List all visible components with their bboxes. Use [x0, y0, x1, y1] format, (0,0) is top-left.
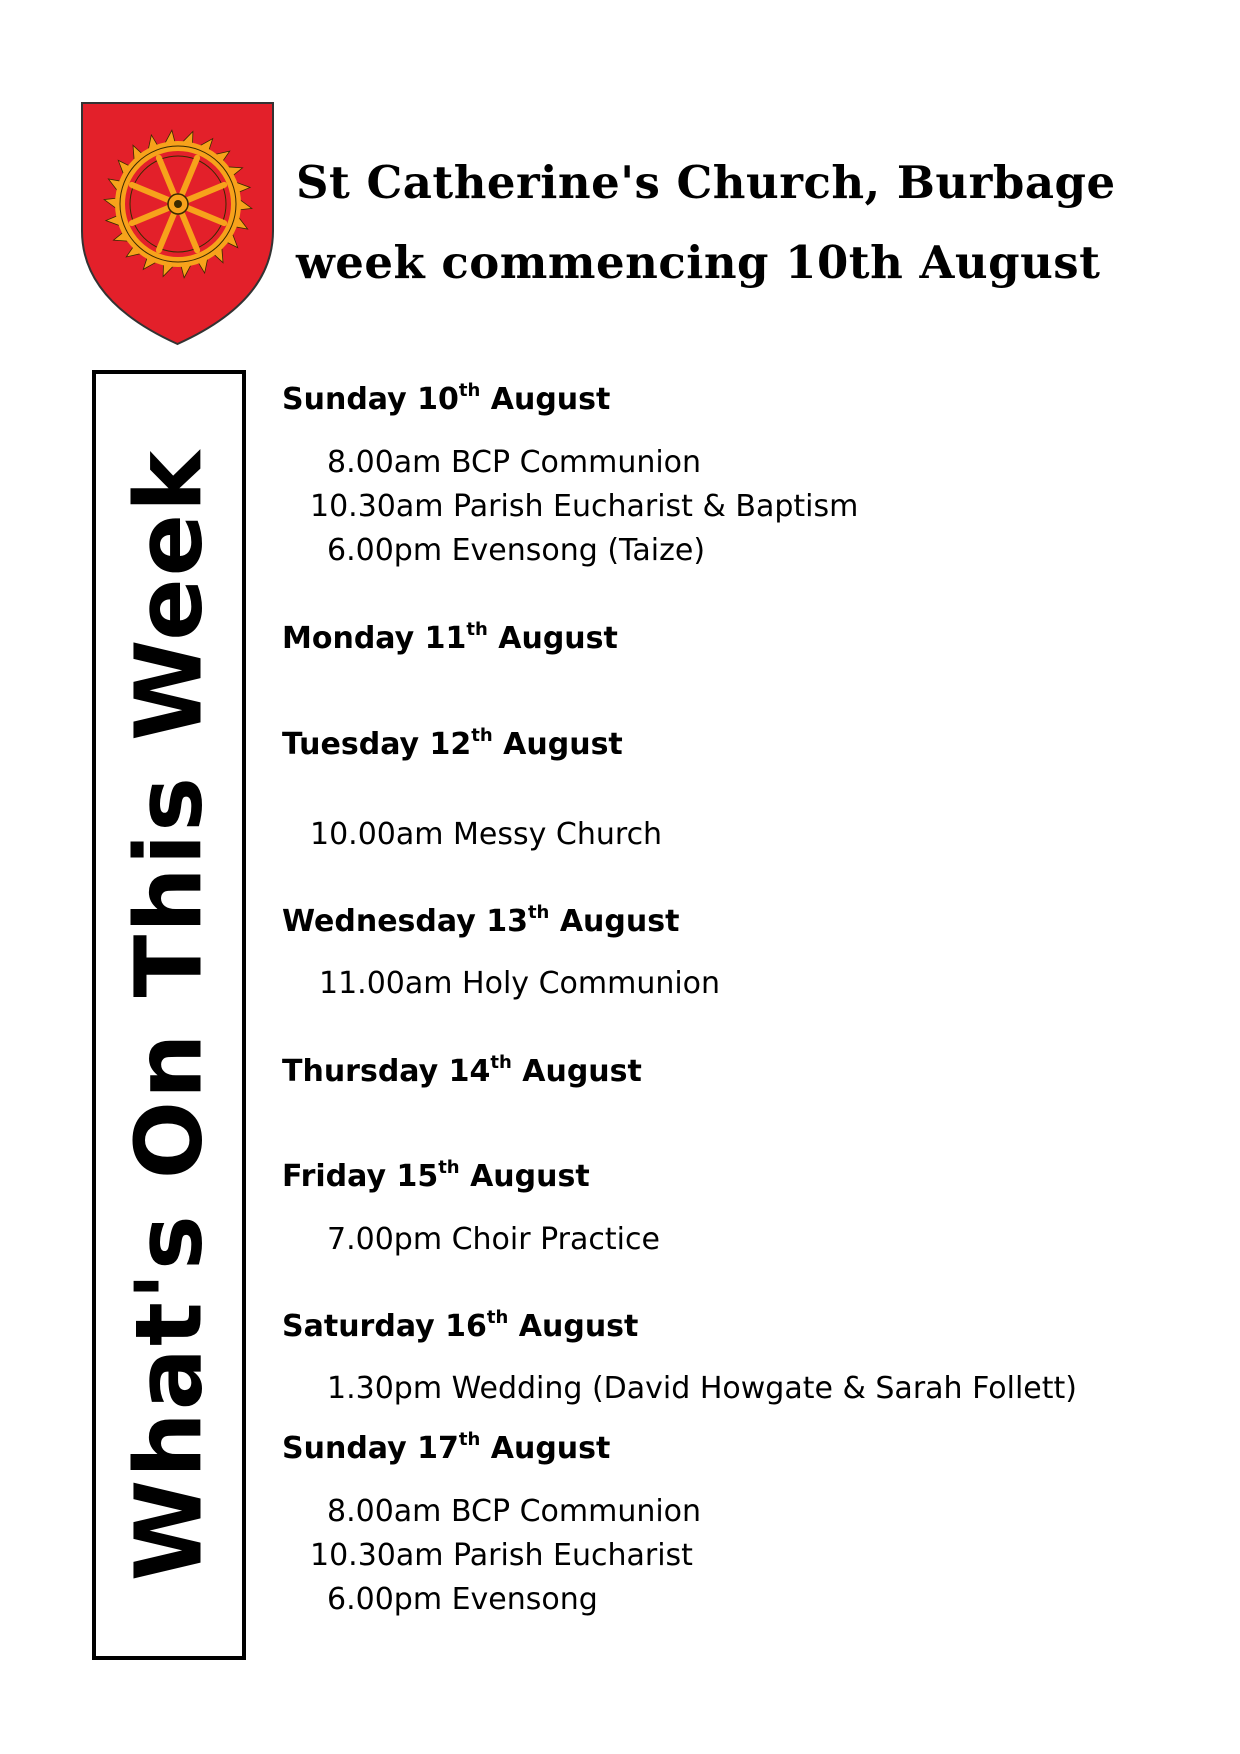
- event-item: 11.00am Holy Communion: [319, 966, 721, 1001]
- event-item: 7.00pm Choir Practice: [327, 1222, 660, 1257]
- day-heading: Monday 11th August: [282, 619, 618, 656]
- event-item: 10.00am Messy Church: [310, 817, 663, 852]
- day-heading: Sunday 17th August: [282, 1429, 611, 1466]
- day-heading: Sunday 10th August: [282, 380, 611, 417]
- event-item: 8.00am BCP Communion: [327, 1494, 702, 1529]
- event-item: 6.00pm Evensong (Taize): [327, 533, 706, 568]
- day-heading: Wednesday 13th August: [282, 902, 680, 939]
- church-title: St Catherine's Church, Burbage: [296, 156, 1116, 209]
- side-banner-label: What's On This Week: [115, 448, 223, 1582]
- event-item: 1.30pm Wedding (David Howgate & Sarah Follett): [327, 1371, 1077, 1406]
- shield-wheel-icon: [80, 101, 275, 346]
- day-heading: Friday 15th August: [282, 1157, 590, 1194]
- event-item: 10.30am Parish Eucharist & Baptism: [310, 489, 859, 524]
- week-subtitle: week commencing 10th August: [296, 236, 1101, 289]
- day-heading: Tuesday 12th August: [282, 725, 623, 762]
- day-heading: Thursday 14th August: [282, 1052, 642, 1089]
- day-heading: Saturday 16th August: [282, 1307, 639, 1344]
- event-item: 8.00am BCP Communion: [327, 445, 702, 480]
- event-item: 6.00pm Evensong: [327, 1582, 598, 1617]
- event-item: 10.30am Parish Eucharist: [310, 1538, 693, 1573]
- side-banner: [92, 370, 246, 1660]
